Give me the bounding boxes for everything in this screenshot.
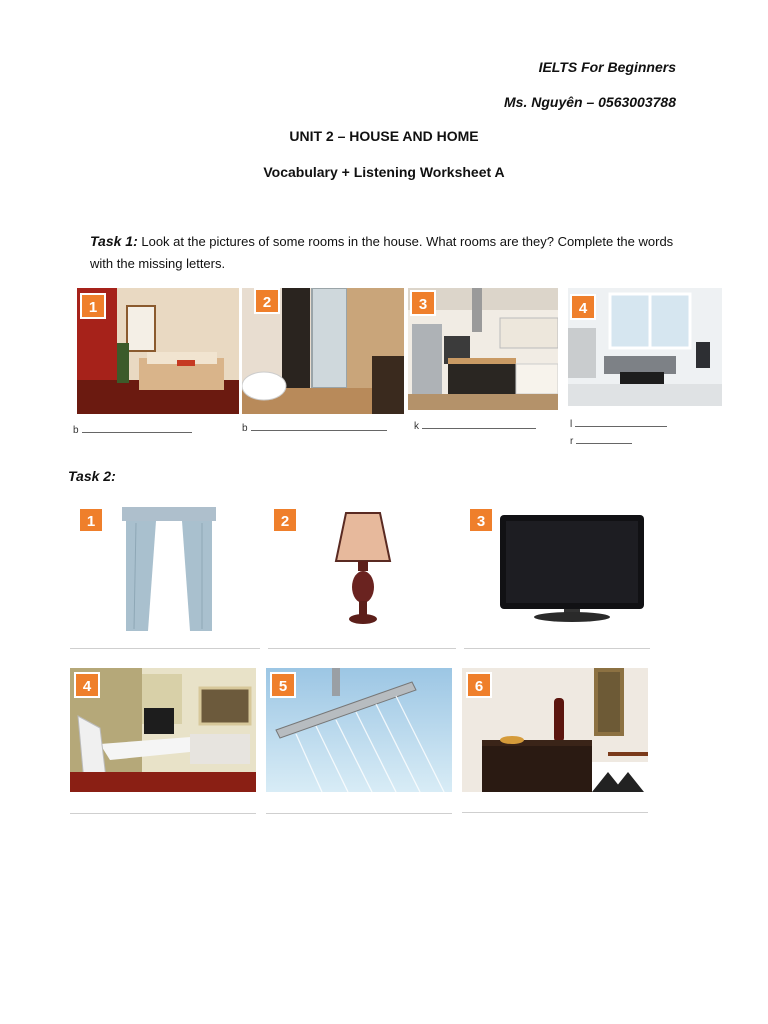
curtains-photo	[70, 503, 260, 641]
task1-label: Task 1:	[90, 233, 138, 249]
cupboard-photo	[462, 668, 648, 792]
task2-answer-line-1[interactable]	[70, 648, 260, 649]
task2-badge-2: 2	[272, 507, 298, 533]
task2-answer-line-3[interactable]	[464, 648, 650, 649]
course-name: IELTS For Beginners	[538, 59, 676, 75]
bathroom-photo	[242, 288, 404, 414]
task1-answer-3[interactable]	[414, 420, 536, 432]
task1-instruction	[90, 230, 680, 275]
task1-text: Look at the pictures of some rooms in the house. What rooms are they? Complete the words with the missing letters.	[90, 234, 674, 271]
television-photo	[464, 503, 650, 641]
task2-badge-5: 5	[270, 672, 296, 698]
lamp-photo	[268, 503, 456, 641]
task2-badge-3: 3	[468, 507, 494, 533]
task1-badge-2: 2	[254, 288, 280, 314]
task2-answer-line-5[interactable]	[266, 813, 452, 814]
task2-answer-line-4[interactable]	[70, 813, 256, 814]
teacher-contact: Ms. Nguyên – 0563003788	[504, 94, 676, 110]
task2-badge-4: 4	[74, 672, 100, 698]
task2-label: Task 2:	[68, 468, 116, 484]
task1-answer-4b[interactable]	[570, 435, 632, 447]
answer-letter: l	[570, 419, 573, 430]
answer-letter: b	[242, 423, 248, 434]
task1-answer-4a[interactable]	[570, 418, 667, 430]
task1-badge-1: 1	[80, 293, 106, 319]
answer-letter: r	[570, 436, 574, 447]
living-room-photo	[568, 288, 722, 406]
unit-title: UNIT 2 – HOUSE AND HOME	[289, 128, 479, 144]
shower-photo	[266, 668, 452, 792]
task2-badge-1: 1	[78, 507, 104, 533]
task1-answer-2[interactable]	[242, 422, 387, 434]
task2-answer-line-6[interactable]	[462, 812, 648, 813]
task2-answer-line-2[interactable]	[268, 648, 456, 649]
bedroom-photo	[77, 288, 239, 414]
kitchen-photo	[408, 288, 558, 410]
answer-letter: b	[73, 425, 79, 436]
task2-badge-6: 6	[466, 672, 492, 698]
task1-answer-1[interactable]	[73, 424, 192, 436]
worksheet-title: Vocabulary + Listening Worksheet A	[263, 164, 505, 180]
task1-badge-3: 3	[410, 290, 436, 316]
desk-photo	[70, 668, 256, 792]
task1-badge-4: 4	[570, 294, 596, 320]
answer-letter: k	[414, 421, 419, 432]
